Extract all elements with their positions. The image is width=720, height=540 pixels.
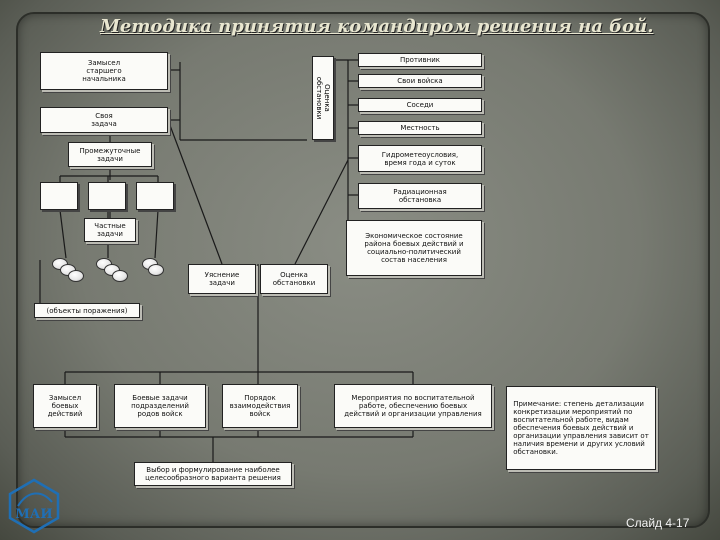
box-boevye-zadachi: Боевые задачи подразделений родов войск: [114, 384, 206, 428]
box-ocenka: Оценка обстановки: [260, 264, 328, 294]
box-poryadok: Порядок взаимодействия войск: [222, 384, 298, 428]
note-primechanie: Примечание: степень детализации конкретизации мероприятий по воспитательной работе, видам обеспечения боевых действий и организации управления зависит от наличия времени и других условий обстановки.: [506, 386, 656, 470]
box-mestnost: Местность: [358, 121, 482, 135]
box-chastnye: Частные задачи: [84, 218, 136, 242]
box-gidromet: Гидрометеоусловия, время года и суток: [358, 145, 482, 172]
box-vybor: Выбор и формулирование наиболее целесообразного варианта решения: [134, 462, 292, 486]
box-protivnik: Противник: [358, 53, 482, 67]
box-sosedi: Соседи: [358, 98, 482, 112]
box-svoi-voyska: Свои войска: [358, 74, 482, 88]
mai-logo-icon: [4, 476, 64, 536]
box-small-2: [88, 182, 126, 210]
box-zamysel-boevyh: Замысел боевых действий: [33, 384, 97, 428]
box-svoya-zadacha: Своя задача: [40, 107, 168, 133]
slide-title: Методика принятия командиром решения на бой.: [100, 16, 654, 37]
box-small-3: [136, 182, 174, 210]
box-meropriyatiya: Мероприятия по воспитательной работе, обеспечению боевых действий и организации управления: [334, 384, 492, 428]
box-zamysel-starshego: Замысел старшего начальника: [40, 52, 168, 90]
box-ocenka-vertical: [312, 56, 334, 140]
box-radiac: Радиационная обстановка: [358, 183, 482, 209]
box-uyasnenie: Уяснение задачи: [188, 264, 256, 294]
box-small-1: [40, 182, 78, 210]
box-promezhutochnye: Промежуточные задачи: [68, 142, 152, 167]
logo-text: МАИ: [15, 507, 53, 522]
box-ekonom: Экономическое состояние района боевых действий и социально-политический состав населения: [346, 220, 482, 276]
slide-number: Слайд 4-17: [626, 516, 690, 530]
vertical-label: Оценка обстановки: [315, 76, 331, 120]
box-obekty-porazheniya: (объекты поражения): [34, 303, 140, 318]
